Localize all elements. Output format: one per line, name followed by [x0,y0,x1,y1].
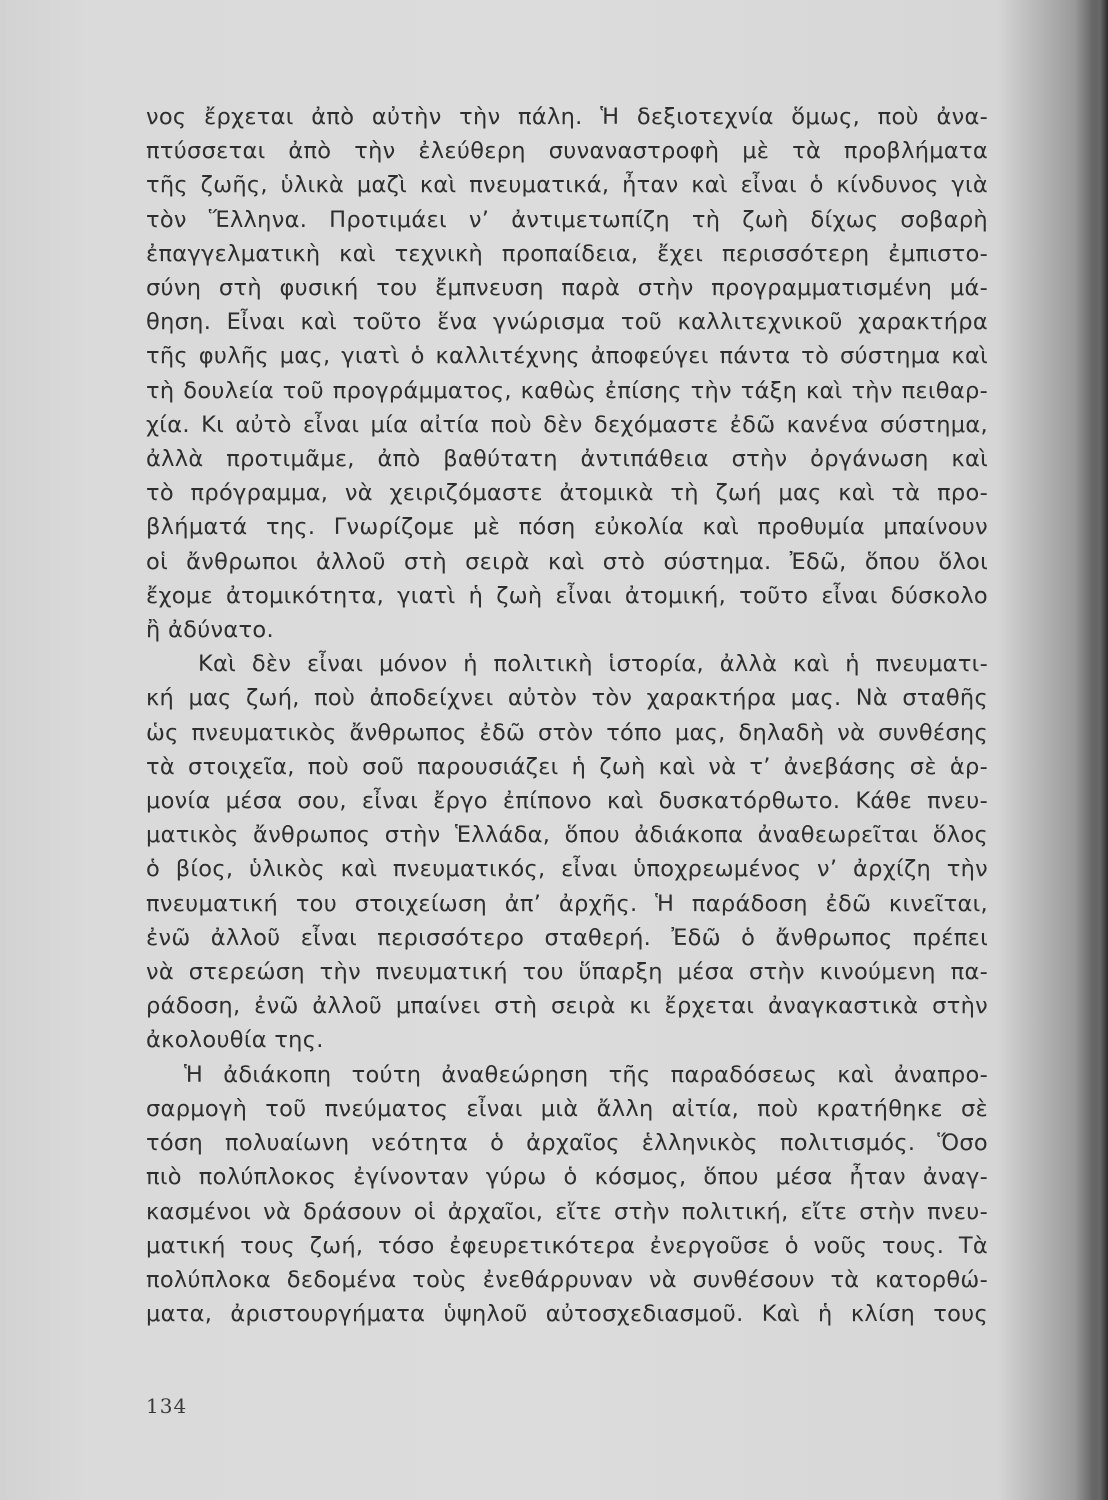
paragraph-2 [146,647,988,1057]
body-text [146,100,988,1331]
page-edge-shadow [1090,0,1108,1500]
text-line: ἀκολουθία της. [146,1027,324,1054]
text-line: οἱ ἄνθρωποι ἀλλοῦ στὴ σειρὰ καὶ στὸ σύστημα. Ἐδῶ, ὅπου ὅλοι [146,548,988,575]
text-line: πτύσσεται ἀπὸ τὴν ἐλεύθερη συναναστροφὴ μὲ τὰ προβλήματα [146,138,988,165]
text-line: ἐπαγγελματικὴ καὶ τεχνικὴ προπαίδεια, ἔχει περισσότερη ἐμπιστο- [146,240,988,267]
text-line: τῆς ζωῆς, ὑλικὰ μαζὶ καὶ πνευματικά, ἦταν καὶ εἶναι ὁ κίνδυνος γιὰ [146,172,988,199]
text-line: κασμένοι νὰ δράσουν οἱ ἀρχαῖοι, εἴτε στὴν πολιτική, εἴτε στὴν πνευ- [146,1198,988,1225]
text-line: Ἡ ἀδιάκοπη τούτη ἀναθεώρηση τῆς παραδόσεως καὶ ἀναπρο- [184,1061,988,1088]
text-line: κή μας ζωή, ποὺ ἀποδείχνει αὐτὸν τὸν χαρακτήρα μας. Νὰ σταθῆς [146,685,988,712]
text-line: ἔχομε ἀτομικότητα, γιατὶ ἡ ζωὴ εἶναι ἀτομική, τοῦτο εἶναι δύσκολο [146,582,988,609]
text-line: ὡς πνευματικὸς ἄνθρωπος ἐδῶ στὸν τόπο μας, δηλαδὴ νὰ συνθέσης [146,719,988,746]
text-line: βλήματά της. Γνωρίζομε μὲ πόση εὐκολία καὶ προθυμία μπαίνουν [146,514,988,541]
text-line: ὁ βίος, ὑλικὸς καὶ πνευματικός, εἶναι ὑποχρεωμένος ν’ ἀρχίζη τὴν [146,856,988,883]
text-line: ἀλλὰ προτιμᾶμε, ἀπὸ βαθύτατη ἀντιπάθεια στὴν ὀργάνωση καὶ [146,446,988,473]
paragraph-1 [146,100,988,647]
text-line: ματα, ἀριστουργήματα ὑψηλοῦ αὐτοσχεδιασμοῦ. Καὶ ἡ κλίση τους [146,1301,988,1328]
text-line: τόση πολυαίωνη νεότητα ὁ ἀρχαῖος ἑλληνικὸς πολιτισμός. Ὅσο [146,1130,988,1157]
text-line: θηση. Εἶναι καὶ τοῦτο ἕνα γνώρισμα τοῦ καλλιτεχνικοῦ χαρακτήρα [146,309,988,336]
text-line: ράδοση, ἐνῶ ἀλλοῦ μπαίνει στὴ σειρὰ κι ἔρχεται ἀναγκαστικὰ στὴν [146,993,988,1020]
text-line: ματικὸς ἄνθρωπος στὴν Ἑλλάδα, ὅπου ἀδιάκοπα ἀναθεωρεῖται ὅλος [146,822,988,849]
text-line: ἢ ἀδύνατο. [146,617,274,644]
text-line: νος ἔρχεται ἀπὸ αὐτὴν τὴν πάλη. Ἡ δεξιοτεχνία ὅμως, ποὺ ἀνα- [146,104,988,130]
text-line: τῆς φυλῆς μας, γιατὶ ὁ καλλιτέχνης ἀποφεύγει πάντα τὸ σύστημα καὶ [146,343,988,370]
text-line: νὰ στερεώση τὴν πνευματική του ὕπαρξη μέσα στὴν κινούμενη πα- [146,959,988,986]
text-line: σύνη στὴ φυσική του ἔμπνευση παρὰ στὴν προγραμματισμένη μά- [146,275,988,302]
text-line: τὰ στοιχεῖα, ποὺ σοῦ παρουσιάζει ἡ ζωὴ καὶ νὰ τ’ ἀνεβάσης σὲ ἁρ- [146,753,988,780]
text-line: χία. Κι αὐτὸ εἶναι μία αἰτία ποὺ δὲν δεχόμαστε ἐδῶ κανένα σύστημα, [146,411,988,438]
text-line: ἐνῶ ἀλλοῦ εἶναι περισσότερο σταθερή. Ἐδῶ ὁ ἄνθρωπος πρέπει [146,924,988,951]
page-number: 134 [146,1394,188,1418]
text-line: ματική τους ζωή, τόσο ἐφευρετικότερα ἐνεργοῦσε ὁ νοῦς τους. Τὰ [146,1232,988,1259]
text-line: σαρμογὴ τοῦ πνεύματος εἶναι μιὰ ἄλλη αἰτία, ποὺ κρατήθηκε σὲ [146,1095,988,1122]
text-line: τὸ πρόγραμμα, νὰ χειριζόμαστε ἀτομικὰ τὴ ζωή μας καὶ τὰ προ- [146,480,988,507]
text-line: πνευματική του στοιχείωση ἀπ’ ἀρχῆς. Ἡ παράδοση ἐδῶ κινεῖται, [146,890,988,917]
paragraph-3 [146,1058,988,1332]
text-line: πολύπλοκα δεδομένα τοὺς ἐνεθάρρυναν νὰ συνθέσουν τὰ κατορθώ- [146,1266,988,1293]
text-line: Καὶ δὲν εἶναι μόνον ἡ πολιτικὴ ἱστορία, ἀλλὰ καὶ ἡ πνευματι- [198,651,988,678]
text-line: τὴ δουλεία τοῦ προγράμματος, καθὼς ἐπίσης τὴν τάξη καὶ τὴν πειθαρ- [146,377,988,404]
text-line: πιὸ πολύπλοκος ἐγίνονταν γύρω ὁ κόσμος, ὅπου μέσα ἦταν ἀναγ- [146,1164,988,1191]
text-line: τὸν Ἕλληνα. Προτιμάει ν’ ἀντιμετωπίζη τὴ ζωὴ δίχως σοβαρὴ [146,206,988,233]
text-line: μονία μέσα σου, εἶναι ἔργο ἐπίπονο καὶ δυσκατόρθωτο. Κάθε πνευ- [146,788,988,815]
